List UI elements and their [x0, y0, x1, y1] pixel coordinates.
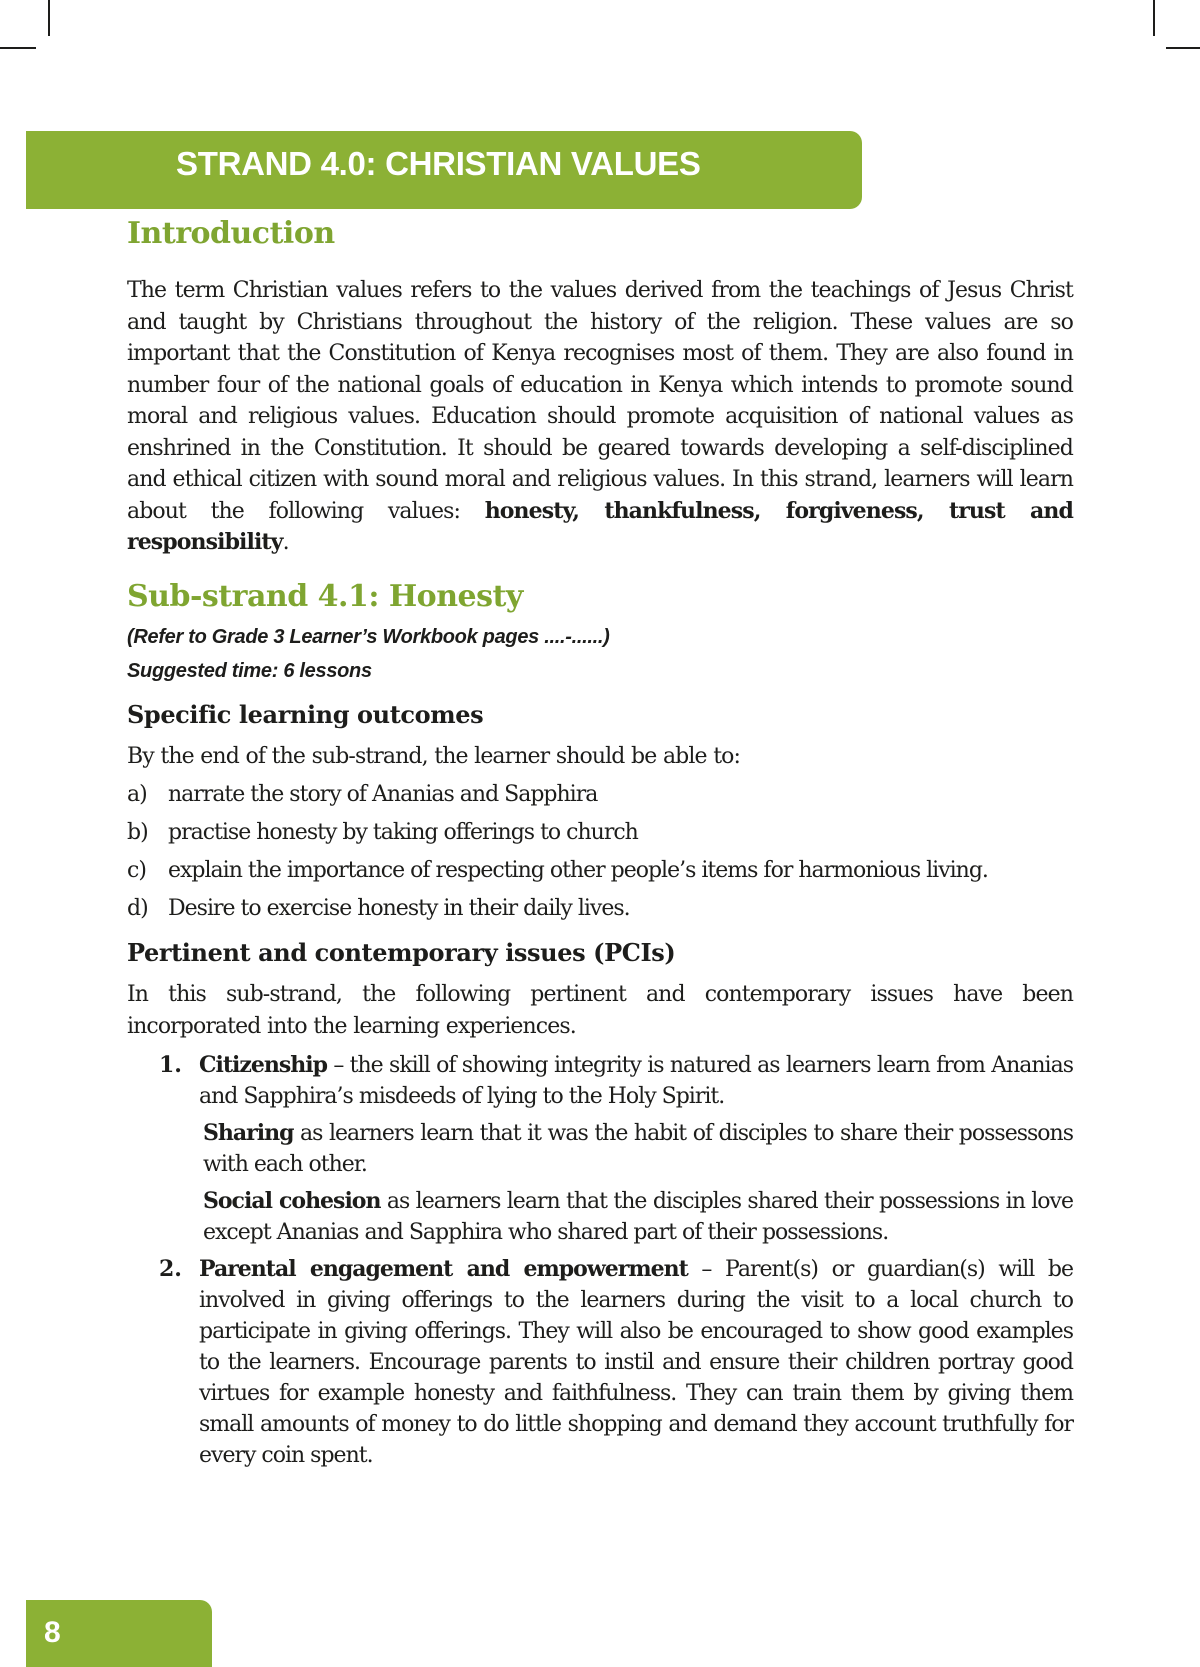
workbook-reference: (Refer to Grade 3 Learner’s Workbook pages ....-......) [127, 625, 610, 648]
introduction-heading: Introduction [127, 216, 335, 251]
list-item: d) Desire to exercise honesty in their daily lives. [127, 896, 630, 921]
pci-item-citizenship: 1. Citizenship – the skill of showing integrity is natured as learners learn from Ananias and Sapphira’s misdeeds of lying to the Holy Spirit. Sharing as learners learn that it was the habit of disciples to share their possessons with each other. Social cohesion as learners learn that the disciples shared their possessions in love except Ananias and Sapphira who shared part of their possessions. [127, 1050, 1073, 1248]
list-item: b) practise honesty by taking offerings to church [127, 820, 638, 845]
strand-title: STRAND 4.0: CHRISTIAN VALUES [176, 145, 701, 182]
outcomes-heading: Specific learning outcomes [127, 699, 484, 729]
suggested-time: Suggested time: 6 lessons [127, 659, 372, 682]
page-number-tab [26, 1600, 212, 1667]
crop-mark [1166, 47, 1200, 49]
list-item: a) narrate the story of Ananias and Sapphira [127, 782, 598, 807]
crop-mark [1153, 0, 1155, 36]
page-content [127, 216, 1073, 1471]
outcomes-list [127, 776, 1073, 928]
list-item: c) explain the importance of respecting other people’s items for harmonious living. [127, 858, 988, 883]
strand-banner [26, 131, 862, 209]
substrand-heading: Sub-strand 4.1: Honesty [127, 578, 523, 614]
crop-mark [48, 0, 50, 36]
page-number: 8 [44, 1616, 61, 1649]
pcis-heading: Pertinent and contemporary issues (PCIs) [127, 938, 676, 967]
pcis-intro: In this sub-strand, the following pertinent and contemporary issues have been incorporated into the learning experiences. [127, 982, 1073, 1039]
pci-sub-social-cohesion: Social cohesion as learners learn that the disciples shared their possessions in love except Ananias and Sapphira who shared part of their possessions. [203, 1188, 1073, 1245]
pci-item-parental-engagement: 2. Parental engagement and empowerment – Parent(s) or guardian(s) will be involved in giving offerings to the learners during the visit to a local church to participate in giving offerings. They will also be encouraged to show good examples to the learners. Encourage parents to instil and ensure their children portray good virtues for example honesty and faithfulness. They can train them by giving them small amounts of money to do little shopping and demand they account truthfully for every coin spent. [159, 1256, 1073, 1468]
values-list: honesty, thankfulness, forgiveness, trust and responsibility [127, 497, 1073, 555]
pci-sub-sharing: Sharing as learners learn that it was the habit of disciples to share their possessons with each other. [203, 1120, 1073, 1177]
crop-mark [0, 47, 36, 49]
introduction-paragraph: The term Christian values refers to the values derived from the teachings of Jesus Christ and taught by Christians throughout the history of the religion. These values are so important that the Constitution of Kenya recognises most of them. They are also found in number four of the national goals of education in Kenya which intends to promote sound moral and religious values. Education should promote acquisition of national values as enshrined in the Constitution. It should be geared towards developing a self-disciplined and ethical citizen with sound moral and religious values. In this strand, learners will learn about the following values: honesty, thankfulness, forgiveness, trust and responsibility. [127, 278, 1073, 555]
outcomes-intro: By the end of the sub-strand, the learner should be able to: [127, 743, 740, 769]
